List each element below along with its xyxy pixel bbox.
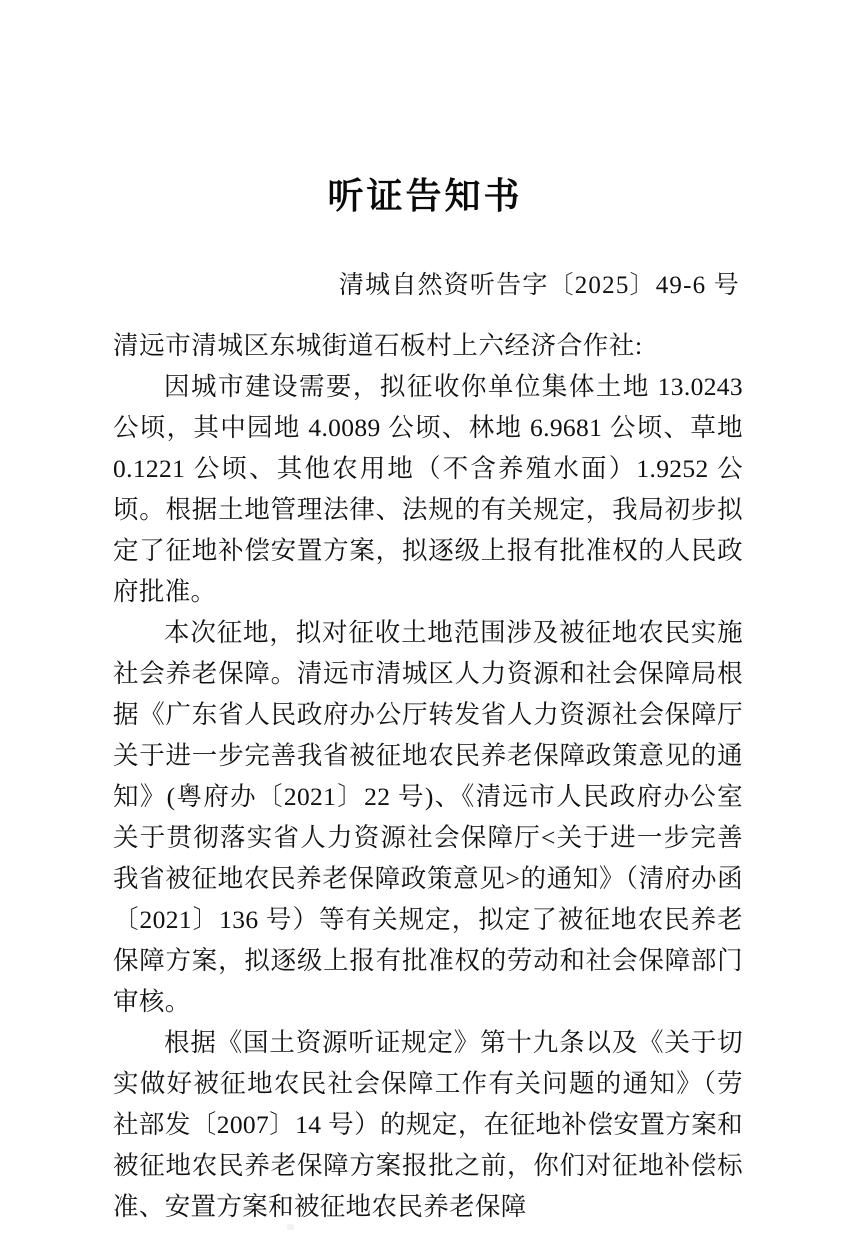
document-number: 清城自然资听告字〔2025〕49-6 号	[338, 272, 740, 299]
body-paragraph-3: 根据《国土资源听证规定》第十九条以及《关于切实做好被征地农民社会保障工作有关问题的通知》（劳社部发〔2007〕14 号）的规定，在征地补偿安置方案和被征地农民养老保障方案报批之前，你们对征地补偿标准、安置方案和被征地农民养老保障	[113, 1028, 743, 1221]
document-body	[113, 325, 743, 1227]
recipient-line: 清远市清城区东城街道石板村上六经济合作社:	[113, 331, 643, 360]
page-title: 听证告知书	[327, 175, 523, 216]
body-paragraph-1: 因城市建设需要，拟征收你单位集体土地 13.0243 公顷，其中园地 4.0089 公顷、林地 6.9681 公顷、草地 0.1221 公顷、其他农用地（不含养殖水面）1.9252 公顷。根据土地管理法律、法规的有关规定，我局初步拟定了征地补偿安置方案，拟逐级上报有批准权的人民政府批准。	[113, 372, 743, 606]
body-paragraph-2: 本次征地，拟对征收土地范围涉及被征地农民实施社会养老保障。清远市清城区人力资源和社会保障局根据《广东省人民政府办公厅转发省人力资源社会保障厅关于进一步完善我省被征地农民养老保障政策意见的通知》(粤府办〔2021〕22 号)、《清远市人民政府办公室关于贯彻落实省人力资源社会保障厅<关于进一步完善我省被征地农民养老保障政策意见>的通知》（清府办函〔2021〕136 号）等有关规定，拟定了被征地农民养老保障方案，拟逐级上报有批准权的劳动和社会保障部门审核。	[113, 618, 743, 1016]
scan-artifact	[287, 1224, 294, 1230]
